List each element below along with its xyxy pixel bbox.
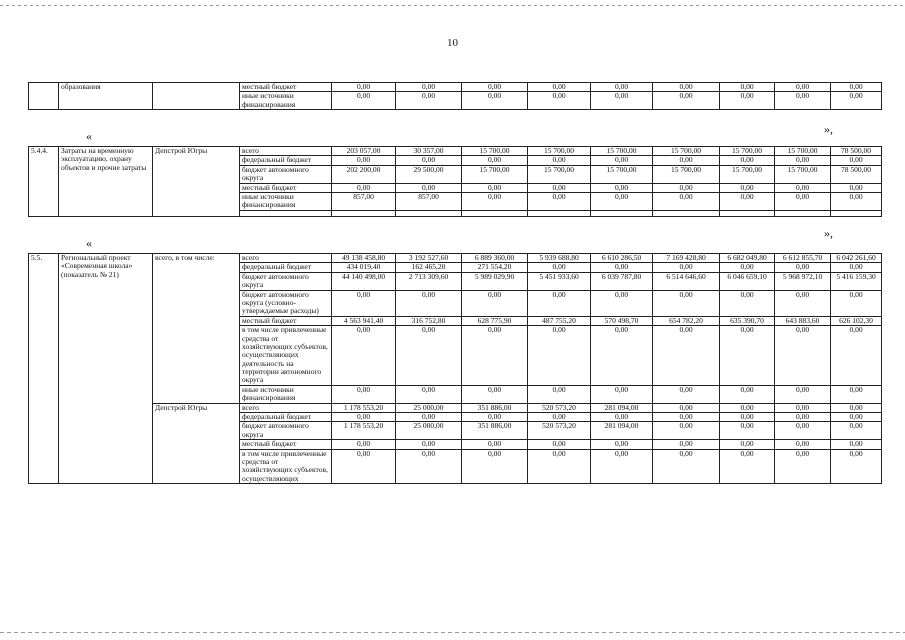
value-cell: 0,00 (332, 92, 396, 110)
value-cell: 5 989 029,90 (462, 272, 528, 290)
value-cell: 0,00 (528, 183, 591, 192)
quote-close: », (824, 122, 833, 136)
value-cell: 0,00 (720, 422, 775, 440)
funding-source-cell: бюджет автономного округа (240, 422, 332, 440)
value-cell: 0,00 (831, 183, 882, 192)
value-cell: 0,00 (528, 326, 591, 386)
value-cell: 0,00 (528, 92, 591, 110)
value-cell: 0,00 (332, 326, 396, 386)
value-cell: 15 700,00 (653, 147, 720, 156)
value-cell: 0,00 (528, 290, 591, 316)
value-cell: 0,00 (720, 403, 775, 412)
value-cell: 0,00 (653, 440, 720, 449)
value-cell: 0,00 (775, 440, 831, 449)
empty-cell (240, 210, 332, 216)
empty-cell (528, 210, 591, 216)
value-cell: 0,00 (462, 326, 528, 386)
value-cell: 0,00 (332, 440, 396, 449)
value-cell: 1 178 553,20 (332, 422, 396, 440)
value-cell: 0,00 (591, 290, 653, 316)
value-cell: 0,00 (591, 413, 653, 422)
table-row (29, 83, 882, 92)
value-cell: 203 057,00 (332, 147, 396, 156)
value-cell: 0,00 (591, 183, 653, 192)
value-cell: 0,00 (591, 263, 653, 272)
value-cell: 78 500,00 (831, 147, 882, 156)
value-cell: 0,00 (775, 385, 831, 403)
funding-source-cell: всего (240, 403, 332, 412)
value-cell: 0,00 (396, 413, 462, 422)
value-cell: 520 573,20 (528, 422, 591, 440)
value-cell: 0,00 (653, 263, 720, 272)
value-cell: 643 883,60 (775, 316, 831, 325)
value-cell: 15 700,00 (720, 147, 775, 156)
value-cell: 0,00 (720, 326, 775, 386)
value-cell: 0,00 (591, 156, 653, 165)
value-cell: 0,00 (396, 385, 462, 403)
value-cell: 0,00 (831, 192, 882, 210)
funding-source-cell: федеральный бюджет (240, 263, 332, 272)
value-cell: 570 498,70 (591, 316, 653, 325)
value-cell: 15 700,00 (528, 165, 591, 183)
value-cell: 0,00 (332, 83, 396, 92)
value-cell: 0,00 (396, 290, 462, 316)
value-cell: 15 700,00 (528, 147, 591, 156)
value-cell: 6 612 855,70 (775, 254, 831, 263)
value-cell: 15 700,00 (462, 165, 528, 183)
value-cell: 0,00 (653, 385, 720, 403)
value-cell: 0,00 (653, 449, 720, 484)
value-cell: 520 573,20 (528, 403, 591, 412)
value-cell: 0,00 (332, 413, 396, 422)
value-cell: 15 700,00 (462, 147, 528, 156)
item-name-cell: Затраты на временную эксплуатацию, охрану объектов и прочие затраты (59, 147, 153, 217)
page-number: 10 (447, 37, 458, 49)
value-cell: 0,00 (775, 192, 831, 210)
value-cell: 857,00 (396, 192, 462, 210)
value-cell: 0,00 (462, 156, 528, 165)
value-cell: 0,00 (396, 156, 462, 165)
value-cell: 0,00 (720, 440, 775, 449)
funding-source-cell: всего (240, 147, 332, 156)
value-cell: 0,00 (653, 156, 720, 165)
funding-source-cell: в том числе привлеченные средства от хозяйствующих субъектов, осуществляющих (240, 449, 332, 484)
value-cell: 15 700,00 (591, 165, 653, 183)
value-cell: 654 782,20 (653, 316, 720, 325)
value-cell: 0,00 (396, 92, 462, 110)
value-cell: 0,00 (332, 449, 396, 484)
value-cell: 626 102,30 (831, 316, 882, 325)
value-cell: 0,00 (653, 413, 720, 422)
value-cell: 0,00 (720, 183, 775, 192)
value-cell: 0,00 (775, 92, 831, 110)
value-cell: 281 094,00 (591, 403, 653, 412)
value-cell: 0,00 (775, 403, 831, 412)
value-cell: 0,00 (720, 449, 775, 484)
value-cell: 0,00 (831, 83, 882, 92)
table-5-4-4 (28, 146, 882, 217)
value-cell: 6 889 360,00 (462, 254, 528, 263)
value-cell: 0,00 (775, 183, 831, 192)
value-cell: 316 752,80 (396, 316, 462, 325)
value-cell: 15 700,00 (775, 165, 831, 183)
value-cell: 0,00 (396, 326, 462, 386)
value-cell: 0,00 (831, 385, 882, 403)
value-cell: 434 019,40 (332, 263, 396, 272)
funding-source-cell: в том числе привлеченные средства от хозяйствующих субъектов, осуществляющих деятельность на территории автономного округа (240, 326, 332, 386)
value-cell: 0,00 (831, 403, 882, 412)
value-cell: 0,00 (720, 263, 775, 272)
value-cell: 351 886,00 (462, 422, 528, 440)
value-cell: 0,00 (528, 83, 591, 92)
value-cell: 0,00 (528, 440, 591, 449)
funding-source-cell: бюджет автономного округа (условно-утверждаемые расходы) (240, 290, 332, 316)
value-cell: 5 968 972,10 (775, 272, 831, 290)
executor-cell: Депстрой Югры (153, 147, 240, 217)
value-cell: 3 192 527,60 (396, 254, 462, 263)
value-cell: 15 700,00 (775, 147, 831, 156)
value-cell: 0,00 (720, 192, 775, 210)
value-cell: 0,00 (720, 413, 775, 422)
value-cell: 0,00 (462, 440, 528, 449)
value-cell: 0,00 (775, 449, 831, 484)
value-cell: 202 200,00 (332, 165, 396, 183)
value-cell: 30 357,00 (396, 147, 462, 156)
value-cell: 49 138 458,80 (332, 254, 396, 263)
value-cell: 5 939 688,80 (528, 254, 591, 263)
value-cell: 0,00 (462, 192, 528, 210)
quote-open-2: « (86, 236, 92, 250)
value-cell: 0,00 (591, 449, 653, 484)
value-cell: 0,00 (775, 326, 831, 386)
funding-source-cell: местный бюджет (240, 316, 332, 325)
value-cell: 0,00 (831, 422, 882, 440)
value-cell: 0,00 (831, 263, 882, 272)
value-cell: 0,00 (720, 92, 775, 110)
value-cell: 628 775,90 (462, 316, 528, 325)
value-cell: 6 682 049,80 (720, 254, 775, 263)
empty-cell (831, 210, 882, 216)
item-name-cell: Региональный проект «Современная школа» (показатель № 21) (59, 254, 153, 484)
empty-cell (775, 210, 831, 216)
value-cell: 0,00 (775, 290, 831, 316)
table-5-5 (28, 253, 882, 484)
value-cell: 0,00 (653, 422, 720, 440)
empty-cell (720, 210, 775, 216)
table-row (29, 254, 882, 263)
funding-source-cell: местный бюджет (240, 83, 332, 92)
table-row (29, 403, 882, 412)
value-cell: 0,00 (528, 192, 591, 210)
value-cell: 6 610 286,50 (591, 254, 653, 263)
funding-source-cell: иные источники финансирования (240, 385, 332, 403)
executor-cell: всего, в том числе: (153, 254, 240, 404)
quote-open: « (86, 129, 92, 143)
value-cell: 29 500,00 (396, 165, 462, 183)
value-cell: 0,00 (528, 449, 591, 484)
value-cell: 0,00 (720, 385, 775, 403)
value-cell: 0,00 (591, 385, 653, 403)
empty-cell (396, 210, 462, 216)
table-row (29, 147, 882, 156)
value-cell: 0,00 (653, 290, 720, 316)
value-cell: 2 713 309,60 (396, 272, 462, 290)
value-cell: 0,00 (462, 183, 528, 192)
value-cell: 857,00 (332, 192, 396, 210)
funding-source-cell: федеральный бюджет (240, 413, 332, 422)
value-cell: 0,00 (653, 403, 720, 412)
value-cell: 0,00 (775, 263, 831, 272)
funding-source-cell: местный бюджет (240, 440, 332, 449)
item-name-cell: образования (59, 83, 153, 110)
value-cell: 487 755,20 (528, 316, 591, 325)
value-cell: 15 700,00 (653, 165, 720, 183)
value-cell: 6 514 646,60 (653, 272, 720, 290)
value-cell: 15 700,00 (591, 147, 653, 156)
value-cell: 0,00 (462, 413, 528, 422)
value-cell: 0,00 (653, 92, 720, 110)
empty-cell (653, 210, 720, 216)
value-cell: 0,00 (653, 192, 720, 210)
value-cell: 0,00 (591, 192, 653, 210)
value-cell: 0,00 (396, 440, 462, 449)
value-cell: 6 046 659,10 (720, 272, 775, 290)
value-cell: 0,00 (528, 385, 591, 403)
value-cell: 0,00 (591, 92, 653, 110)
value-cell: 351 886,00 (462, 403, 528, 412)
value-cell: 0,00 (775, 422, 831, 440)
table-section-end (28, 82, 882, 110)
scan-edge-top (0, 5, 905, 6)
value-cell: 25 000,00 (396, 422, 462, 440)
value-cell: 0,00 (831, 290, 882, 316)
funding-source-cell: бюджет автономного округа (240, 165, 332, 183)
value-cell: 78 500,00 (831, 165, 882, 183)
value-cell: 6 042 261,60 (831, 254, 882, 263)
value-cell: 5 451 933,60 (528, 272, 591, 290)
value-cell: 44 140 498,00 (332, 272, 396, 290)
executor-cell: Депстрой Югры (153, 403, 240, 484)
value-cell: 0,00 (462, 83, 528, 92)
value-cell: 0,00 (528, 413, 591, 422)
value-cell: 1 178 553,20 (332, 403, 396, 412)
empty-cell (591, 210, 653, 216)
value-cell: 0,00 (332, 290, 396, 316)
value-cell: 0,00 (831, 449, 882, 484)
value-cell: 25 000,00 (396, 403, 462, 412)
item-number-cell (29, 83, 59, 110)
funding-source-cell: иные источники финансирования (240, 92, 332, 110)
funding-source-cell: местный бюджет (240, 183, 332, 192)
value-cell: 0,00 (591, 326, 653, 386)
quote-close-2: », (824, 226, 833, 240)
value-cell: 0,00 (720, 83, 775, 92)
empty-cell (332, 210, 396, 216)
value-cell: 0,00 (831, 326, 882, 386)
funding-source-cell: бюджет автономного округа (240, 272, 332, 290)
value-cell: 0,00 (528, 263, 591, 272)
value-cell: 6 039 787,80 (591, 272, 653, 290)
value-cell: 0,00 (831, 413, 882, 422)
value-cell: 0,00 (653, 326, 720, 386)
funding-source-cell: всего (240, 254, 332, 263)
value-cell: 281 094,00 (591, 422, 653, 440)
item-number-cell: 5.5. (29, 254, 59, 484)
scan-edge-bottom (0, 632, 905, 633)
value-cell: 0,00 (332, 183, 396, 192)
value-cell: 0,00 (653, 183, 720, 192)
value-cell: 0,00 (831, 440, 882, 449)
value-cell: 0,00 (462, 92, 528, 110)
value-cell: 0,00 (775, 156, 831, 165)
value-cell: 15 700,00 (720, 165, 775, 183)
value-cell: 0,00 (831, 156, 882, 165)
value-cell: 0,00 (396, 183, 462, 192)
value-cell: 0,00 (831, 92, 882, 110)
value-cell: 0,00 (653, 83, 720, 92)
value-cell: 0,00 (775, 413, 831, 422)
value-cell: 0,00 (332, 385, 396, 403)
value-cell: 0,00 (462, 449, 528, 484)
funding-source-cell: федеральный бюджет (240, 156, 332, 165)
value-cell: 0,00 (396, 83, 462, 92)
value-cell: 7 169 428,80 (653, 254, 720, 263)
value-cell: 0,00 (462, 385, 528, 403)
empty-cell (462, 210, 528, 216)
value-cell: 635 390,70 (720, 316, 775, 325)
value-cell: 0,00 (396, 449, 462, 484)
value-cell: 0,00 (332, 156, 396, 165)
value-cell: 0,00 (720, 156, 775, 165)
value-cell: 5 416 159,30 (831, 272, 882, 290)
value-cell: 271 554,20 (462, 263, 528, 272)
funding-source-cell: иные источники финансирования (240, 192, 332, 210)
value-cell: 0,00 (591, 440, 653, 449)
item-number-cell: 5.4.4. (29, 147, 59, 217)
executor-cell (153, 83, 240, 110)
value-cell: 162 465,20 (396, 263, 462, 272)
value-cell: 0,00 (591, 83, 653, 92)
value-cell: 0,00 (528, 156, 591, 165)
value-cell: 0,00 (462, 290, 528, 316)
value-cell: 0,00 (775, 83, 831, 92)
value-cell: 4 563 941,40 (332, 316, 396, 325)
value-cell: 0,00 (720, 290, 775, 316)
